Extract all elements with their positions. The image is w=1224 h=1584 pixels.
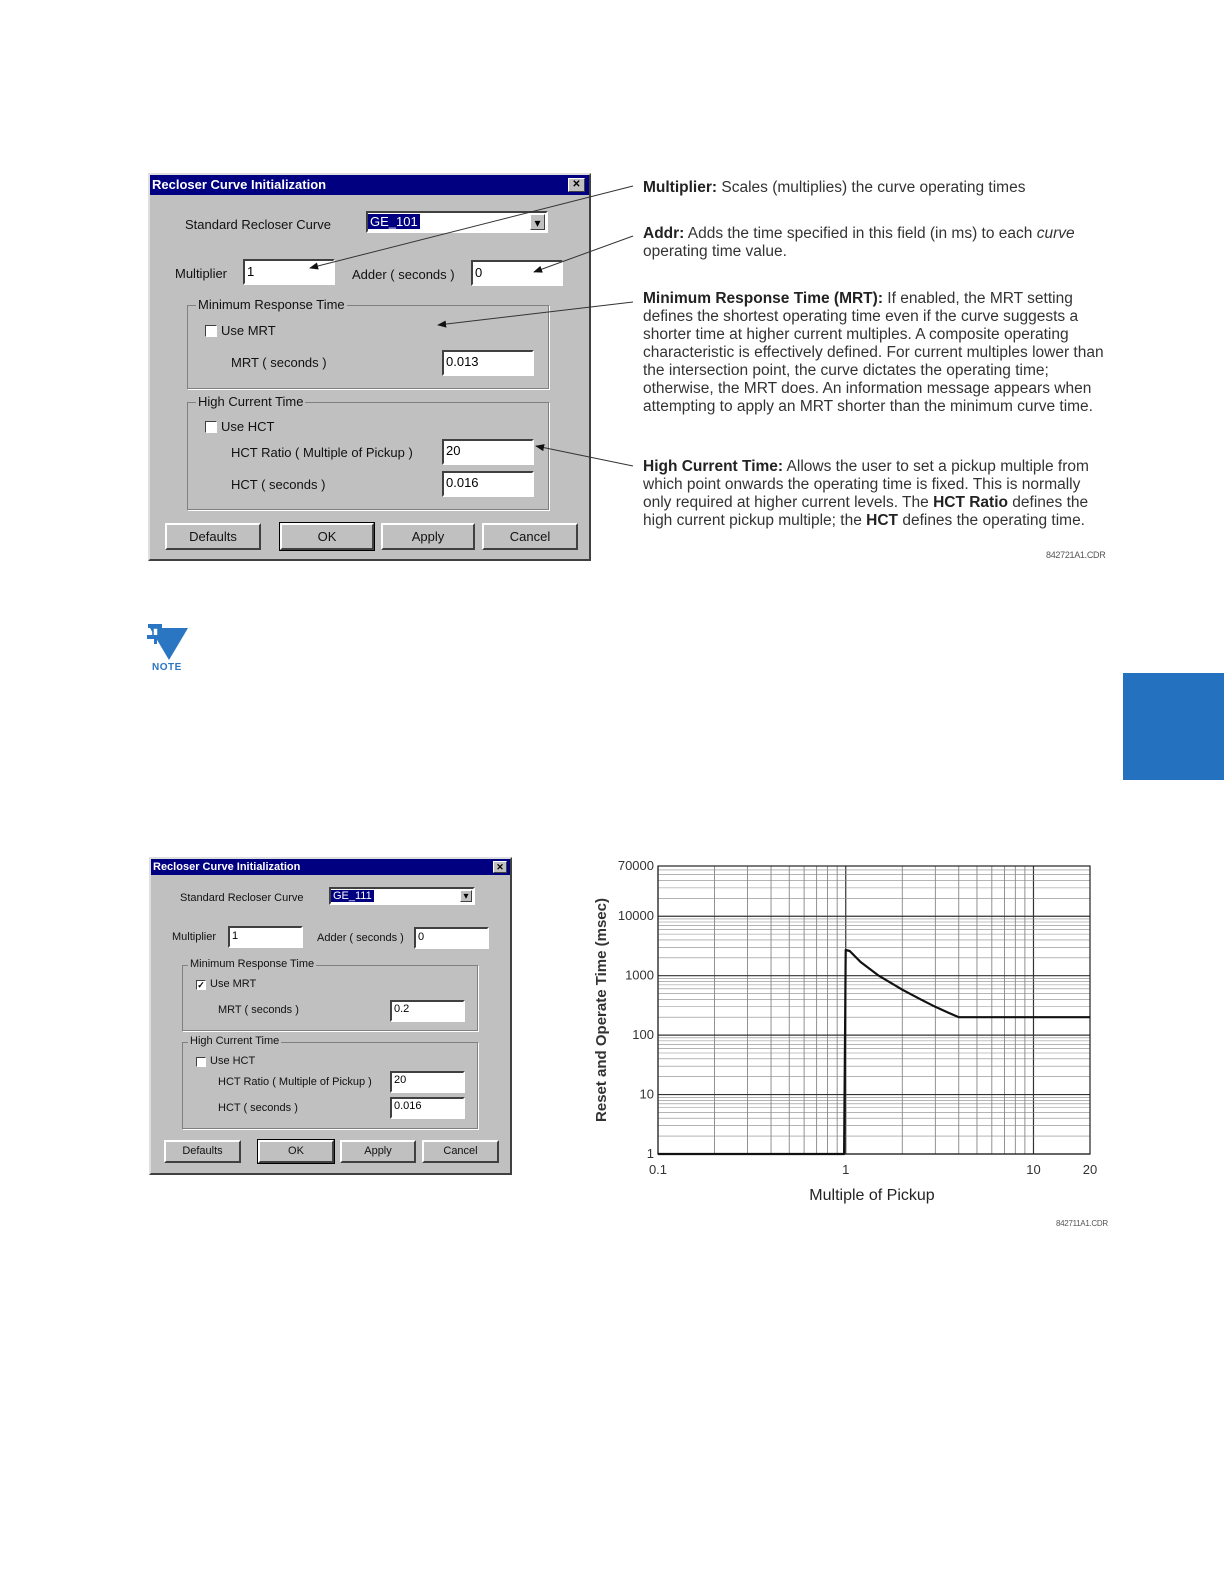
- use-mrt-label: Use MRT: [221, 323, 276, 338]
- standard-curve-value: GE_101: [370, 214, 418, 229]
- callout-addr-italic: curve: [1036, 225, 1075, 242]
- use-mrt-checkbox[interactable]: ✓: [197, 980, 205, 990]
- callout-hct: [643, 458, 1099, 530]
- mrt-input[interactable]: 0.013: [442, 350, 534, 376]
- close-icon[interactable]: ✕: [568, 178, 585, 192]
- callout-addr: [643, 225, 1103, 261]
- note-icon: [144, 620, 192, 664]
- hct-ratio-label: HCT Ratio ( Multiple of Pickup ): [218, 1076, 372, 1088]
- hct-group: [182, 1035, 478, 1129]
- callout-addr-text-b: operating time value.: [643, 243, 787, 260]
- callout-multiplier-term: Multiplier:: [643, 179, 718, 196]
- adder-label: Adder ( seconds ): [317, 932, 404, 944]
- note-block: [144, 620, 194, 680]
- y-axis-label: Reset and Operate Time (msec): [593, 898, 610, 1122]
- standard-curve-value: GE_111: [333, 890, 372, 902]
- hct-ratio-label: HCT Ratio ( Multiple of Pickup ): [231, 445, 413, 460]
- callout-hct-text-c: defines the operating time.: [898, 512, 1085, 529]
- standard-curve-label: Standard Recloser Curve: [180, 892, 304, 904]
- dialog-title-bar: [151, 859, 510, 875]
- standard-curve-label: Standard Recloser Curve: [185, 217, 331, 232]
- dialog-title: Recloser Curve Initialization: [152, 177, 327, 192]
- multiplier-label: Multiplier: [175, 266, 228, 281]
- hct-label: HCT ( seconds ): [231, 477, 326, 492]
- adder-input[interactable]: 0: [471, 260, 563, 286]
- hct-group-title: High Current Time: [190, 1035, 280, 1047]
- chevron-down-icon[interactable]: ▾: [460, 890, 472, 902]
- x-tick-label: 1: [842, 1162, 850, 1177]
- callout-hct-term2: HCT Ratio: [933, 494, 1008, 511]
- dialog-title: Recloser Curve Initialization: [153, 861, 301, 873]
- apply-button[interactable]: Apply: [381, 523, 475, 550]
- hct-ratio-input[interactable]: 20: [390, 1071, 465, 1093]
- callout-multiplier: [643, 179, 1103, 197]
- ok-button[interactable]: OK: [258, 1140, 334, 1163]
- figure1-id: 842721A1.CDR: [1046, 550, 1106, 560]
- callout-mrt-term: Minimum Response Time (MRT):: [643, 290, 883, 307]
- ok-button[interactable]: OK: [280, 523, 374, 550]
- mrt-input[interactable]: 0.2: [390, 1000, 465, 1022]
- mrt-label: MRT ( seconds ): [231, 355, 327, 370]
- callout-hct-term3: HCT: [866, 512, 899, 529]
- mrt-label: MRT ( seconds ): [218, 1004, 299, 1016]
- callout-hct-term: High Current Time:: [643, 458, 784, 475]
- cancel-button[interactable]: Cancel: [482, 523, 578, 550]
- use-mrt-label: Use MRT: [210, 978, 257, 990]
- multiplier-input[interactable]: 1: [243, 259, 335, 285]
- hct-input[interactable]: 0.016: [390, 1097, 465, 1119]
- hct-label: HCT ( seconds ): [218, 1102, 298, 1114]
- defaults-button[interactable]: Defaults: [165, 523, 261, 550]
- hct-group-title: High Current Time: [198, 394, 304, 409]
- y-tick-label: 10000: [617, 908, 654, 924]
- defaults-button[interactable]: Defaults: [164, 1140, 241, 1163]
- x-tick-label: 0.1: [648, 1162, 668, 1177]
- cancel-button[interactable]: Cancel: [422, 1140, 499, 1163]
- adder-input[interactable]: 0: [414, 927, 489, 949]
- hct-input[interactable]: 0.016: [442, 471, 534, 497]
- adder-label: Adder ( seconds ): [352, 267, 455, 282]
- y-tick-label: 100: [632, 1027, 654, 1043]
- callout-mrt: [643, 290, 1105, 416]
- x-axis-label: Multiple of Pickup: [809, 1187, 935, 1204]
- note-label: NOTE: [152, 662, 182, 673]
- use-hct-label: Use HCT: [221, 419, 275, 434]
- chevron-down-icon[interactable]: ▾: [530, 214, 545, 230]
- y-tick-label: 1: [646, 1146, 654, 1161]
- x-tick-label: 10: [1026, 1162, 1041, 1177]
- mrt-group: [182, 958, 478, 1031]
- apply-button[interactable]: Apply: [340, 1140, 416, 1163]
- callout-addr-text-a: Adds the time specified in this field (in ms) to each: [684, 225, 1037, 242]
- multiplier-label: Multiplier: [172, 931, 217, 943]
- operating-time-chart: [585, 850, 1115, 1210]
- hct-ratio-input[interactable]: 20: [442, 439, 534, 465]
- standard-curve-dropdown[interactable]: [329, 887, 475, 905]
- chapter-tab: [1123, 673, 1224, 780]
- callout-mrt-text: If enabled, the MRT setting defines the shortest operating time even if the curve suggests a shorter time at higher current multiples. A composite operating characteristic is effectively defined. For current multiples lower than the intersection point, the curve dictates the operating time; otherwise, the MRT does. An information message appears when attempting to apply an MRT shorter than the minimum curve time.: [643, 290, 1104, 415]
- recloser-dialog-2: [149, 857, 512, 1175]
- mrt-group-title: Minimum Response Time: [190, 958, 315, 970]
- multiplier-input[interactable]: 1: [228, 926, 303, 948]
- y-tick-label: 10: [639, 1086, 654, 1102]
- figure2-id: 842711A1.CDR: [1056, 1219, 1108, 1228]
- use-hct-checkbox[interactable]: [196, 1057, 206, 1067]
- callout-hct-text-b: defines the high current pickup multiple; the: [643, 494, 1089, 529]
- y-tick-label: 70000: [617, 858, 654, 873]
- callout-hct-text-a: Allows the user to set a pickup multiple from which point onwards the operating time is fixed. This is normally only required at higher current levels. The: [643, 458, 1089, 511]
- callout-addr-term: Addr:: [643, 225, 685, 242]
- x-tick-label: 20: [1082, 1162, 1098, 1177]
- y-tick-label: 1000: [625, 967, 654, 983]
- close-icon[interactable]: ✕: [493, 861, 507, 873]
- callout-multiplier-text: Scales (multiplies) the curve operating times: [717, 179, 1026, 196]
- use-hct-label: Use HCT: [210, 1055, 256, 1067]
- mrt-group-title: Minimum Response Time: [198, 297, 345, 312]
